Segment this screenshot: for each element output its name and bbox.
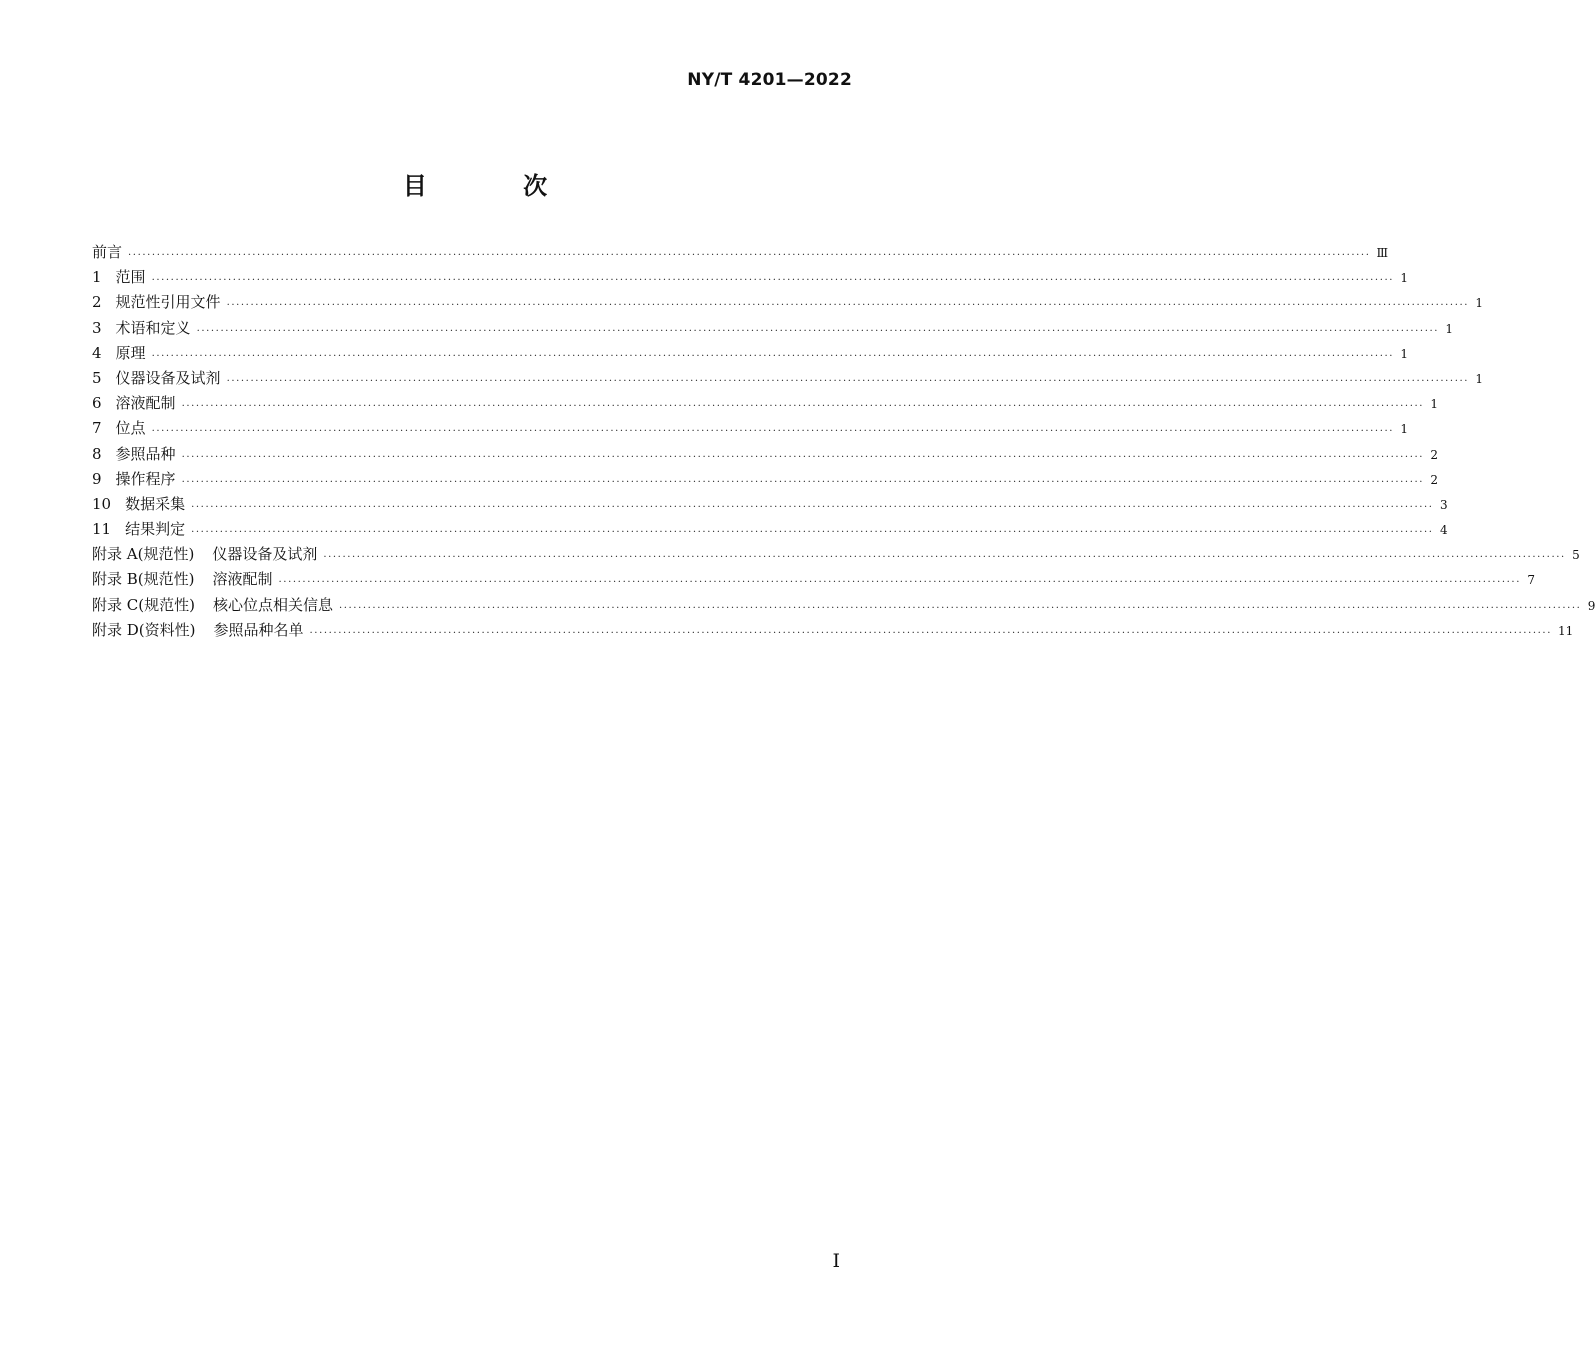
toc-entry-3[interactable]	[92, 316, 1454, 341]
toc-page-number: 1	[1400, 271, 1409, 286]
toc-leader-dots: ....................................................................................................................................................................................................................................................................	[226, 297, 1470, 309]
toc-entry-appendix-c[interactable]	[92, 593, 1595, 618]
toc-page-number: 2	[1430, 447, 1439, 462]
toc-number: 附录 C(规范性)	[92, 595, 195, 614]
toc-number: 6	[92, 394, 102, 413]
toc-page-number: 4	[1439, 523, 1448, 538]
toc-leader-dots: ....................................................................................................................................................................................................................................................................	[338, 599, 1582, 611]
toc-leader-dots: ....................................................................................................................................................................................................................................................................	[191, 498, 1434, 510]
toc-label: 参照品种名单	[213, 620, 304, 639]
toc-label: 仪器设备及试剂	[212, 545, 318, 564]
table-of-contents	[92, 240, 1595, 643]
toc-label: 结果判定	[125, 520, 186, 539]
page-title: 目 次	[402, 172, 592, 200]
toc-entry-10[interactable]	[92, 492, 1448, 517]
toc-page-number: Ⅲ	[1376, 246, 1389, 260]
toc-leader-dots: ....................................................................................................................................................................................................................................................................	[278, 574, 1521, 586]
toc-number: 9	[92, 469, 102, 488]
toc-number: 10	[92, 494, 112, 513]
toc-label: 参照品种	[115, 444, 176, 463]
toc-number: 附录 B(规范性)	[92, 570, 195, 589]
toc-entry-appendix-b[interactable]	[92, 567, 1535, 592]
toc-page-number: 5	[1572, 548, 1580, 563]
toc-leader-dots: ....................................................................................................................................................................................................................................................................	[151, 423, 1395, 435]
toc-page-number: 1	[1475, 371, 1484, 386]
toc-label: 前言	[92, 243, 123, 261]
toc-number: 5	[92, 368, 102, 387]
toc-number: 附录 A(规范性)	[92, 545, 195, 564]
toc-label: 操作程序	[115, 469, 176, 488]
toc-leader-dots: ....................................................................................................................................................................................................................................................................	[181, 473, 1425, 485]
toc-entry-8[interactable]	[92, 442, 1439, 467]
toc-entry-preface[interactable]	[92, 240, 1389, 265]
toc-entry-5[interactable]	[92, 366, 1484, 391]
toc-page-number: 1	[1400, 422, 1409, 437]
toc-label: 溶液配制	[212, 570, 273, 589]
toc-leader-dots: ....................................................................................................................................................................................................................................................................	[196, 322, 1440, 334]
toc-entry-1[interactable]	[92, 265, 1409, 290]
toc-leader-dots: ....................................................................................................................................................................................................................................................................	[128, 247, 1371, 258]
toc-page-number: 1	[1445, 321, 1454, 336]
toc-label: 范围	[115, 268, 146, 287]
toc-page-number: 1	[1475, 296, 1484, 311]
toc-entry-appendix-d[interactable]	[92, 618, 1574, 643]
toc-entry-11[interactable]	[92, 517, 1448, 542]
toc-label: 原理	[115, 343, 146, 362]
toc-leader-dots: ....................................................................................................................................................................................................................................................................	[309, 624, 1552, 636]
footer-page-number: Ⅰ	[832, 1250, 840, 1272]
toc-label: 仪器设备及试剂	[115, 368, 221, 387]
toc-number: 1	[92, 268, 102, 287]
toc-entry-6[interactable]	[92, 391, 1439, 416]
toc-label: 术语和定义	[115, 318, 191, 337]
toc-leader-dots: ....................................................................................................................................................................................................................................................................	[191, 524, 1434, 536]
toc-label: 规范性引用文件	[115, 293, 221, 312]
toc-leader-dots: ....................................................................................................................................................................................................................................................................	[151, 347, 1395, 359]
toc-leader-dots: ....................................................................................................................................................................................................................................................................	[181, 398, 1425, 410]
toc-page-number: 3	[1439, 497, 1448, 512]
toc-page-number: 2	[1430, 472, 1439, 487]
toc-leader-dots: ....................................................................................................................................................................................................................................................................	[151, 272, 1395, 284]
toc-entry-4[interactable]	[92, 341, 1409, 366]
toc-leader-dots: ....................................................................................................................................................................................................................................................................	[181, 448, 1425, 460]
document-code: NY/T 4201—2022	[687, 70, 852, 90]
toc-label: 数据采集	[125, 494, 186, 513]
toc-number: 3	[92, 318, 102, 337]
toc-label: 核心位点相关信息	[212, 595, 333, 614]
toc-page-number: 9	[1587, 598, 1595, 613]
toc-entry-9[interactable]	[92, 467, 1439, 492]
toc-number: 2	[92, 293, 102, 312]
toc-number: 附录 D(资料性)	[92, 620, 196, 639]
toc-page-number: 1	[1430, 397, 1439, 412]
toc-label: 位点	[115, 419, 146, 438]
toc-number: 7	[92, 419, 102, 438]
toc-number: 8	[92, 444, 102, 463]
toc-page-number: 11	[1557, 623, 1574, 638]
toc-entry-2[interactable]	[92, 290, 1484, 315]
toc-number: 4	[92, 343, 102, 362]
toc-leader-dots: ....................................................................................................................................................................................................................................................................	[226, 372, 1470, 384]
toc-leader-dots: ....................................................................................................................................................................................................................................................................	[323, 549, 1566, 561]
toc-label: 溶液配制	[115, 394, 176, 413]
toc-entry-7[interactable]	[92, 416, 1409, 441]
toc-number: 11	[92, 520, 112, 539]
toc-page-number: 1	[1400, 346, 1409, 361]
toc-page-number: 7	[1527, 573, 1535, 588]
toc-entry-appendix-a[interactable]	[92, 542, 1580, 567]
